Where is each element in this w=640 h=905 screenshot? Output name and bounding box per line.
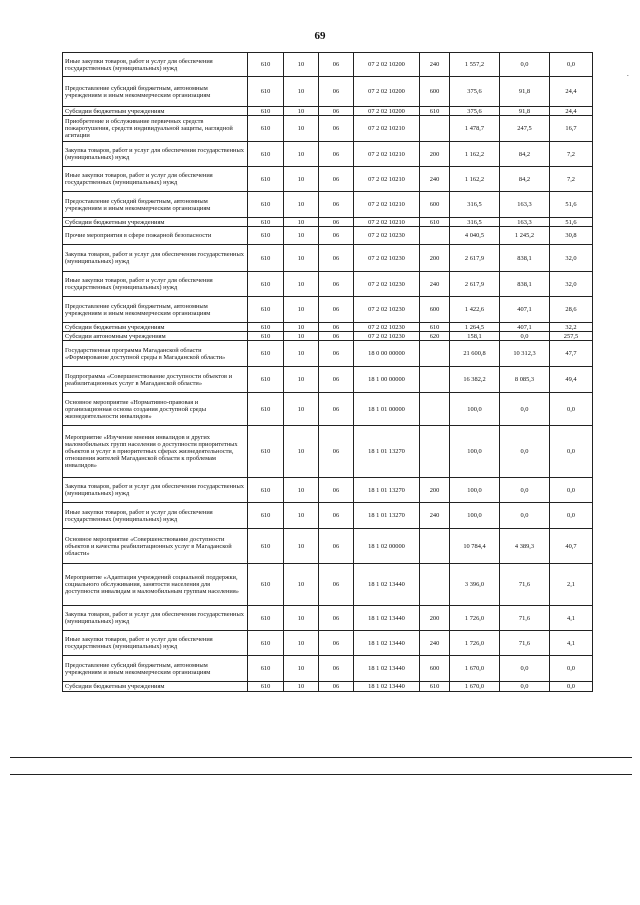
- ministry-code-cell: 610: [248, 297, 284, 323]
- executed-amount-cell: 71,6: [500, 564, 550, 606]
- name-cell: Закупка товаров, работ и услуг для обеспечения государственных (муниципальных) нужд: [63, 478, 248, 503]
- planned-amount-cell: 1 557,2: [450, 53, 500, 77]
- ministry-code-cell: 610: [248, 192, 284, 218]
- execution-percent-cell: 2,1: [550, 564, 593, 606]
- subsection-code-cell: 06: [319, 367, 354, 393]
- expense-type-cell: 610: [420, 218, 450, 227]
- planned-amount-cell: 1 478,7: [450, 116, 500, 142]
- planned-amount-cell: 100,0: [450, 426, 500, 478]
- name-cell: Субсидии бюджетным учреждениям: [63, 682, 248, 692]
- table-row: [63, 564, 593, 606]
- subsection-code-cell: 06: [319, 332, 354, 341]
- name-cell: Закупка товаров, работ и услуг для обеспечения государственных (муниципальных) нужд: [63, 142, 248, 167]
- executed-amount-cell: 4 389,3: [500, 529, 550, 564]
- subsection-code-cell: 06: [319, 107, 354, 116]
- section-code-cell: 10: [284, 341, 319, 367]
- expense-type-cell: [420, 529, 450, 564]
- expense-type-cell: 600: [420, 192, 450, 218]
- table-row: [63, 116, 593, 142]
- ministry-code-cell: 610: [248, 341, 284, 367]
- section-code-cell: 10: [284, 192, 319, 218]
- expense-type-cell: [420, 426, 450, 478]
- target-article-cell: 07 2 02 10210: [354, 116, 420, 142]
- planned-amount-cell: 316,5: [450, 218, 500, 227]
- name-cell: Субсидии бюджетным учреждениям: [63, 218, 248, 227]
- ministry-code-cell: 610: [248, 218, 284, 227]
- execution-percent-cell: 49,4: [550, 367, 593, 393]
- name-cell: Предоставление субсидий бюджетным, автономным учреждениям и иным некоммерческим организациям: [63, 297, 248, 323]
- expense-type-cell: 240: [420, 53, 450, 77]
- execution-percent-cell: 24,4: [550, 77, 593, 107]
- table-row: [63, 529, 593, 564]
- planned-amount-cell: 1 264,5: [450, 323, 500, 332]
- target-article-cell: 18 1 02 13440: [354, 682, 420, 692]
- table-row: [63, 682, 593, 692]
- table-row: [63, 77, 593, 107]
- executed-amount-cell: 84,2: [500, 142, 550, 167]
- table-row: [63, 631, 593, 656]
- execution-percent-cell: 0,0: [550, 656, 593, 682]
- name-cell: Предоставление субсидий бюджетным, автономным учреждениям и иным некоммерческим организациям: [63, 656, 248, 682]
- name-cell: Иные закупки товаров, работ и услуг для обеспечения государственных (муниципальных) нужд: [63, 631, 248, 656]
- planned-amount-cell: 1 726,0: [450, 606, 500, 631]
- planned-amount-cell: 10 784,4: [450, 529, 500, 564]
- planned-amount-cell: 158,1: [450, 332, 500, 341]
- execution-percent-cell: 40,7: [550, 529, 593, 564]
- name-cell: Иные закупки товаров, работ и услуг для обеспечения государственных (муниципальных) нужд: [63, 272, 248, 297]
- subsection-code-cell: 06: [319, 77, 354, 107]
- ministry-code-cell: 610: [248, 529, 284, 564]
- planned-amount-cell: 21 600,8: [450, 341, 500, 367]
- executed-amount-cell: 0,0: [500, 682, 550, 692]
- section-code-cell: 10: [284, 656, 319, 682]
- execution-percent-cell: 0,0: [550, 426, 593, 478]
- target-article-cell: 18 1 02 00000: [354, 529, 420, 564]
- planned-amount-cell: 100,0: [450, 393, 500, 426]
- execution-percent-cell: 4,1: [550, 606, 593, 631]
- table-row: [63, 341, 593, 367]
- subsection-code-cell: 06: [319, 53, 354, 77]
- target-article-cell: 18 0 00 00000: [354, 341, 420, 367]
- section-code-cell: 10: [284, 503, 319, 529]
- name-cell: Основное мероприятие «Совершенствование доступности объектов и качества реабилитационных услуг в Магаданской области»: [63, 529, 248, 564]
- planned-amount-cell: 4 040,5: [450, 227, 500, 245]
- planned-amount-cell: 1 162,2: [450, 167, 500, 192]
- target-article-cell: 07 2 02 10200: [354, 77, 420, 107]
- executed-amount-cell: 0,0: [500, 393, 550, 426]
- executed-amount-cell: 0,0: [500, 426, 550, 478]
- target-article-cell: 18 1 01 00000: [354, 393, 420, 426]
- name-cell: Предоставление субсидий бюджетным, автономным учреждениям и иным некоммерческим организациям: [63, 77, 248, 107]
- executed-amount-cell: 163,3: [500, 192, 550, 218]
- subsection-code-cell: 06: [319, 341, 354, 367]
- table-row: [63, 192, 593, 218]
- planned-amount-cell: 1 670,0: [450, 656, 500, 682]
- table-body: [63, 53, 593, 692]
- table-row: [63, 272, 593, 297]
- section-code-cell: 10: [284, 167, 319, 192]
- budget-table: [62, 52, 593, 692]
- planned-amount-cell: 100,0: [450, 503, 500, 529]
- expense-type-cell: [420, 393, 450, 426]
- section-code-cell: 10: [284, 116, 319, 142]
- expense-type-cell: 600: [420, 297, 450, 323]
- execution-percent-cell: 51,6: [550, 218, 593, 227]
- page-number: 69: [314, 30, 326, 42]
- expense-type-cell: 240: [420, 167, 450, 192]
- planned-amount-cell: 1 670,0: [450, 682, 500, 692]
- subsection-code-cell: 06: [319, 218, 354, 227]
- target-article-cell: 18 1 01 13270: [354, 426, 420, 478]
- executed-amount-cell: 0,0: [500, 656, 550, 682]
- ministry-code-cell: 610: [248, 478, 284, 503]
- executed-amount-cell: 8 085,3: [500, 367, 550, 393]
- target-article-cell: 18 1 02 13440: [354, 631, 420, 656]
- name-cell: Мероприятие «Адаптация учреждений социальной поддержки, социального обслуживания, занятости населения для доступности инвалидам и маломобильным группам населения»: [63, 564, 248, 606]
- table-row: [63, 656, 593, 682]
- ministry-code-cell: 610: [248, 564, 284, 606]
- subsection-code-cell: 06: [319, 272, 354, 297]
- ministry-code-cell: 610: [248, 367, 284, 393]
- executed-amount-cell: 71,6: [500, 631, 550, 656]
- expense-type-cell: 610: [420, 682, 450, 692]
- table-row: [63, 332, 593, 341]
- table-row: [63, 426, 593, 478]
- section-code-cell: 10: [284, 218, 319, 227]
- subsection-code-cell: 06: [319, 227, 354, 245]
- section-code-cell: 10: [284, 332, 319, 341]
- target-article-cell: 07 2 02 10210: [354, 167, 420, 192]
- ministry-code-cell: 610: [248, 107, 284, 116]
- subsection-code-cell: 06: [319, 167, 354, 192]
- bottom-rule: [10, 757, 632, 758]
- subsection-code-cell: 06: [319, 393, 354, 426]
- executed-amount-cell: 163,3: [500, 218, 550, 227]
- execution-percent-cell: 4,1: [550, 631, 593, 656]
- executed-amount-cell: 0,0: [500, 503, 550, 529]
- executed-amount-cell: 71,6: [500, 606, 550, 631]
- subsection-code-cell: 06: [319, 682, 354, 692]
- expense-type-cell: 200: [420, 478, 450, 503]
- subsection-code-cell: 06: [319, 631, 354, 656]
- expense-type-cell: 240: [420, 503, 450, 529]
- table-row: [63, 606, 593, 631]
- edge-mark: .: [627, 70, 629, 78]
- executed-amount-cell: 91,8: [500, 107, 550, 116]
- target-article-cell: 18 1 02 13440: [354, 606, 420, 631]
- expense-type-cell: 200: [420, 142, 450, 167]
- name-cell: Иные закупки товаров, работ и услуг для обеспечения государственных (муниципальных) нужд: [63, 167, 248, 192]
- subsection-code-cell: 06: [319, 656, 354, 682]
- name-cell: Основное мероприятие «Нормативно-правовая и организационная основа создания доступной среды жизнедеятельности инвалидов»: [63, 393, 248, 426]
- expense-type-cell: 600: [420, 77, 450, 107]
- ministry-code-cell: 610: [248, 393, 284, 426]
- executed-amount-cell: 91,8: [500, 77, 550, 107]
- name-cell: Иные закупки товаров, работ и услуг для обеспечения государственных (муниципальных) нужд: [63, 503, 248, 529]
- name-cell: Иные закупки товаров, работ и услуг для обеспечения государственных (муниципальных) нужд: [63, 53, 248, 77]
- name-cell: Подпрограмма «Совершенствование доступности объектов и реабилитационных услуг в Магаданской области»: [63, 367, 248, 393]
- execution-percent-cell: 32,0: [550, 245, 593, 272]
- subsection-code-cell: 06: [319, 297, 354, 323]
- section-code-cell: 10: [284, 606, 319, 631]
- section-code-cell: 10: [284, 367, 319, 393]
- target-article-cell: 07 2 02 10230: [354, 297, 420, 323]
- execution-percent-cell: 0,0: [550, 682, 593, 692]
- target-article-cell: 18 1 02 13440: [354, 656, 420, 682]
- expense-type-cell: 610: [420, 323, 450, 332]
- execution-percent-cell: 0,0: [550, 393, 593, 426]
- target-article-cell: 18 1 02 13440: [354, 564, 420, 606]
- executed-amount-cell: 1 245,2: [500, 227, 550, 245]
- executed-amount-cell: 0,0: [500, 53, 550, 77]
- target-article-cell: 07 2 02 10230: [354, 332, 420, 341]
- subsection-code-cell: 06: [319, 606, 354, 631]
- target-article-cell: 18 1 00 00000: [354, 367, 420, 393]
- execution-percent-cell: 32,0: [550, 272, 593, 297]
- target-article-cell: 07 2 02 10200: [354, 107, 420, 116]
- ministry-code-cell: 610: [248, 332, 284, 341]
- target-article-cell: 07 2 02 10200: [354, 53, 420, 77]
- section-code-cell: 10: [284, 227, 319, 245]
- planned-amount-cell: 16 382,2: [450, 367, 500, 393]
- expense-type-cell: 240: [420, 272, 450, 297]
- execution-percent-cell: 51,6: [550, 192, 593, 218]
- subsection-code-cell: 06: [319, 564, 354, 606]
- expense-type-cell: [420, 564, 450, 606]
- executed-amount-cell: 407,1: [500, 297, 550, 323]
- subsection-code-cell: 06: [319, 245, 354, 272]
- table-row: [63, 297, 593, 323]
- subsection-code-cell: 06: [319, 529, 354, 564]
- execution-percent-cell: 30,8: [550, 227, 593, 245]
- executed-amount-cell: 247,5: [500, 116, 550, 142]
- name-cell: Прочие мероприятия в сфере пожарной безопасности: [63, 227, 248, 245]
- expense-type-cell: 240: [420, 631, 450, 656]
- subsection-code-cell: 06: [319, 426, 354, 478]
- name-cell: Субсидии бюджетным учреждениям: [63, 323, 248, 332]
- name-cell: Государственная программа Магаданской области «Формирование доступной среды в Магаданской области»: [63, 341, 248, 367]
- ministry-code-cell: 610: [248, 682, 284, 692]
- section-code-cell: 10: [284, 393, 319, 426]
- table-row: [63, 245, 593, 272]
- ministry-code-cell: 610: [248, 323, 284, 332]
- ministry-code-cell: 610: [248, 426, 284, 478]
- subsection-code-cell: 06: [319, 116, 354, 142]
- subsection-code-cell: 06: [319, 478, 354, 503]
- planned-amount-cell: 375,6: [450, 77, 500, 107]
- executed-amount-cell: 0,0: [500, 478, 550, 503]
- target-article-cell: 07 2 02 10230: [354, 272, 420, 297]
- table-row: [63, 107, 593, 116]
- table-row: [63, 218, 593, 227]
- execution-percent-cell: 28,6: [550, 297, 593, 323]
- target-article-cell: 07 2 02 10210: [354, 218, 420, 227]
- section-code-cell: 10: [284, 77, 319, 107]
- execution-percent-cell: 47,7: [550, 341, 593, 367]
- section-code-cell: 10: [284, 564, 319, 606]
- planned-amount-cell: 1 726,0: [450, 631, 500, 656]
- table-row: [63, 167, 593, 192]
- name-cell: Предоставление субсидий бюджетным, автономным учреждениям и иным некоммерческим организациям: [63, 192, 248, 218]
- section-code-cell: 10: [284, 245, 319, 272]
- ministry-code-cell: 610: [248, 77, 284, 107]
- expense-type-cell: 610: [420, 107, 450, 116]
- section-code-cell: 10: [284, 478, 319, 503]
- section-code-cell: 10: [284, 272, 319, 297]
- execution-percent-cell: 0,0: [550, 503, 593, 529]
- section-code-cell: 10: [284, 631, 319, 656]
- expense-type-cell: [420, 341, 450, 367]
- expense-type-cell: 200: [420, 606, 450, 631]
- section-code-cell: 10: [284, 323, 319, 332]
- planned-amount-cell: 2 617,9: [450, 272, 500, 297]
- planned-amount-cell: 316,5: [450, 192, 500, 218]
- ministry-code-cell: 610: [248, 227, 284, 245]
- name-cell: Закупка товаров, работ и услуг для обеспечения государственных (муниципальных) нужд: [63, 606, 248, 631]
- section-code-cell: 10: [284, 529, 319, 564]
- name-cell: Приобретение и обслуживание первичных средств пожаротушения, средств индивидуальной защиты, наглядной агитации: [63, 116, 248, 142]
- table-row: [63, 53, 593, 77]
- ministry-code-cell: 610: [248, 167, 284, 192]
- ministry-code-cell: 610: [248, 245, 284, 272]
- ministry-code-cell: 610: [248, 656, 284, 682]
- table-row: [63, 478, 593, 503]
- executed-amount-cell: 838,1: [500, 272, 550, 297]
- execution-percent-cell: 32,2: [550, 323, 593, 332]
- target-article-cell: 07 2 02 10210: [354, 142, 420, 167]
- planned-amount-cell: 100,0: [450, 478, 500, 503]
- table-row: [63, 367, 593, 393]
- subsection-code-cell: 06: [319, 192, 354, 218]
- subsection-code-cell: 06: [319, 503, 354, 529]
- target-article-cell: 18 1 01 13270: [354, 478, 420, 503]
- expense-type-cell: [420, 227, 450, 245]
- name-cell: Субсидии автономным учреждениям: [63, 332, 248, 341]
- target-article-cell: 07 2 02 10230: [354, 227, 420, 245]
- table-row: [63, 323, 593, 332]
- execution-percent-cell: 16,7: [550, 116, 593, 142]
- planned-amount-cell: 375,6: [450, 107, 500, 116]
- subsection-code-cell: 06: [319, 323, 354, 332]
- name-cell: Закупка товаров, работ и услуг для обеспечения государственных (муниципальных) нужд: [63, 245, 248, 272]
- target-article-cell: 07 2 02 10230: [354, 323, 420, 332]
- section-code-cell: 10: [284, 53, 319, 77]
- target-article-cell: 18 1 01 13270: [354, 503, 420, 529]
- table-row: [63, 503, 593, 529]
- executed-amount-cell: 84,2: [500, 167, 550, 192]
- execution-percent-cell: 0,0: [550, 478, 593, 503]
- bottom-rule: [10, 774, 632, 775]
- ministry-code-cell: 610: [248, 53, 284, 77]
- section-code-cell: 10: [284, 297, 319, 323]
- executed-amount-cell: 838,1: [500, 245, 550, 272]
- section-code-cell: 10: [284, 142, 319, 167]
- table-row: [63, 393, 593, 426]
- ministry-code-cell: 610: [248, 503, 284, 529]
- execution-percent-cell: 0,0: [550, 53, 593, 77]
- ministry-code-cell: 610: [248, 631, 284, 656]
- execution-percent-cell: 7,2: [550, 167, 593, 192]
- ministry-code-cell: 610: [248, 116, 284, 142]
- ministry-code-cell: 610: [248, 606, 284, 631]
- executed-amount-cell: 407,1: [500, 323, 550, 332]
- planned-amount-cell: 2 617,9: [450, 245, 500, 272]
- expense-type-cell: [420, 116, 450, 142]
- expense-type-cell: 200: [420, 245, 450, 272]
- executed-amount-cell: 10 312,3: [500, 341, 550, 367]
- section-code-cell: 10: [284, 426, 319, 478]
- ministry-code-cell: 610: [248, 142, 284, 167]
- expense-type-cell: 620: [420, 332, 450, 341]
- ministry-code-cell: 610: [248, 272, 284, 297]
- table-row: [63, 142, 593, 167]
- planned-amount-cell: 1 422,6: [450, 297, 500, 323]
- target-article-cell: 07 2 02 10230: [354, 245, 420, 272]
- section-code-cell: 10: [284, 107, 319, 116]
- name-cell: Мероприятие «Изучение мнения инвалидов и других маломобильных групп населения о доступности приоритетных объектов и услуг в приоритетных сферах жизнедеятельности, отношения жителей Магаданской области к проблемам инвалидов»: [63, 426, 248, 478]
- execution-percent-cell: 257,5: [550, 332, 593, 341]
- planned-amount-cell: 1 162,2: [450, 142, 500, 167]
- target-article-cell: 07 2 02 10210: [354, 192, 420, 218]
- planned-amount-cell: 3 396,0: [450, 564, 500, 606]
- subsection-code-cell: 06: [319, 142, 354, 167]
- name-cell: Субсидии бюджетным учреждениям: [63, 107, 248, 116]
- section-code-cell: 10: [284, 682, 319, 692]
- executed-amount-cell: 0,0: [500, 332, 550, 341]
- table-row: [63, 227, 593, 245]
- execution-percent-cell: 7,2: [550, 142, 593, 167]
- execution-percent-cell: 24,4: [550, 107, 593, 116]
- expense-type-cell: [420, 367, 450, 393]
- expense-type-cell: 600: [420, 656, 450, 682]
